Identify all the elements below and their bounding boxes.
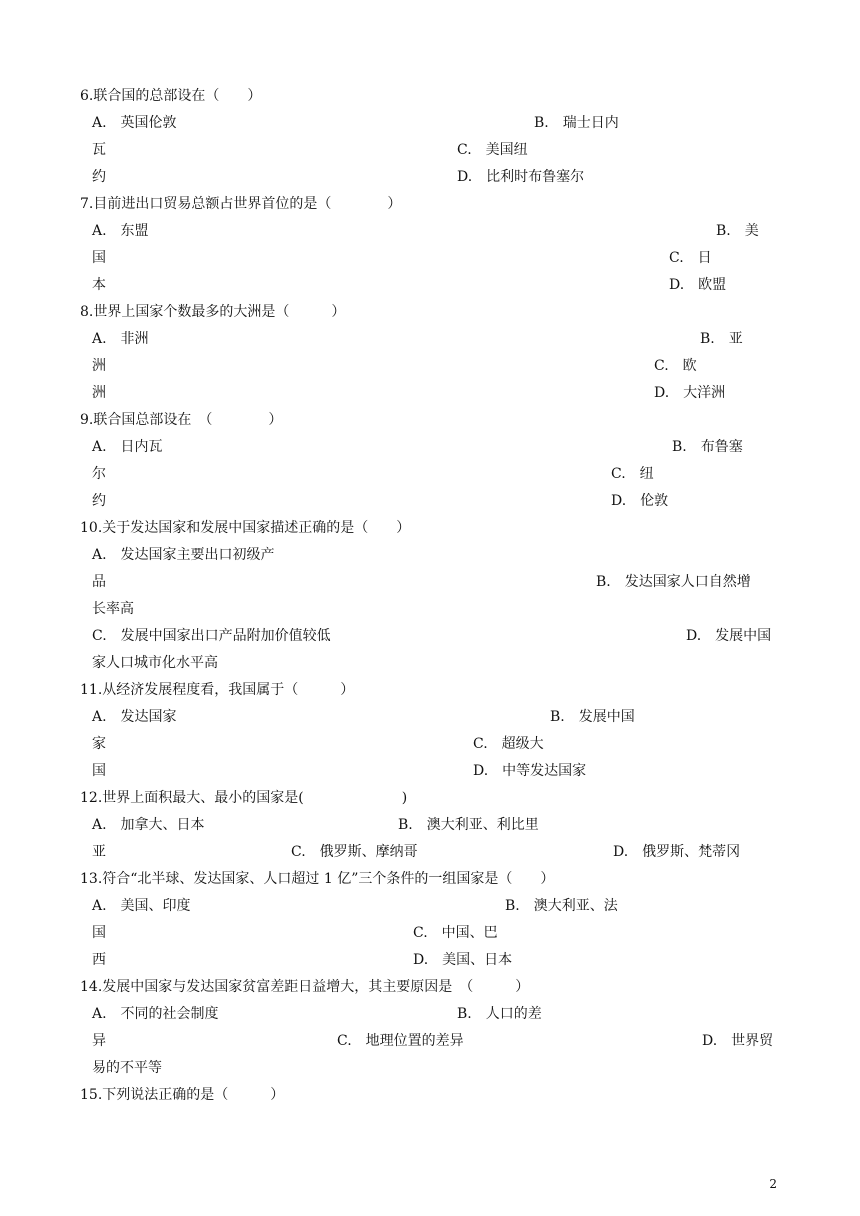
- question-12-stem: 12.世界上面积最大、最小的国家是( ): [80, 790, 408, 806]
- wrapped-text: 国: [92, 250, 106, 266]
- wrapped-text: 异: [92, 1033, 106, 1049]
- option-d: D. 大洋洲: [654, 385, 726, 401]
- wrapped-text: 长率高: [92, 601, 134, 617]
- option-a: A. 不同的社会制度: [92, 1006, 219, 1022]
- option-b: B. 发达国家人口自然增: [596, 574, 751, 590]
- question-8-stem: 8.世界上国家个数最多的大洲是（ ）: [80, 304, 346, 320]
- option-d: D. 世界贸: [702, 1033, 774, 1049]
- option-c: C. 超级大: [473, 736, 544, 752]
- option-d: D. 欧盟: [669, 277, 727, 293]
- option-a: A. 发达国家: [92, 709, 177, 725]
- option-c: C. 俄罗斯、摩纳哥: [291, 844, 418, 860]
- option-c: C. 欧: [654, 358, 697, 374]
- option-a: A. 英国伦敦: [92, 115, 177, 131]
- wrapped-text: 约: [92, 493, 106, 509]
- option-c: C. 美国纽: [457, 142, 528, 158]
- option-d: D. 发展中国: [686, 628, 772, 644]
- option-a: A. 东盟: [92, 223, 149, 239]
- option-a: A. 发达国家主要出口初级产: [92, 547, 275, 563]
- wrapped-text: 亚: [92, 844, 106, 860]
- question-6-stem: 6.联合国的总部设在（ ）: [80, 88, 262, 104]
- wrapped-text: 洲: [92, 385, 106, 401]
- question-10-stem: 10.关于发达国家和发展中国家描述正确的是（ ）: [80, 520, 411, 536]
- option-d: D. 俄罗斯、梵蒂冈: [613, 844, 741, 860]
- wrapped-text: 品: [92, 574, 106, 590]
- option-c: C. 地理位置的差异: [337, 1033, 464, 1049]
- option-b: B. 美: [716, 223, 759, 239]
- question-15-stem: 15.下列说法正确的是（ ）: [80, 1087, 285, 1103]
- wrapped-text: 瓦: [92, 142, 106, 158]
- option-a: A. 加拿大、日本: [92, 817, 205, 833]
- wrapped-text: 家人口城市化水平高: [92, 655, 218, 671]
- wrapped-text: 约: [92, 169, 106, 185]
- option-a: A. 非洲: [92, 331, 149, 347]
- wrapped-text: 尔: [92, 466, 106, 482]
- wrapped-text: 家: [92, 736, 106, 752]
- wrapped-text: 洲: [92, 358, 106, 374]
- wrapped-text: 本: [92, 277, 106, 293]
- option-b: B. 人口的差: [457, 1006, 542, 1022]
- option-d: D. 伦敦: [611, 493, 669, 509]
- option-d: D. 美国、日本: [413, 952, 513, 968]
- wrapped-text: 易的不平等: [92, 1060, 162, 1076]
- option-d: D. 中等发达国家: [473, 763, 587, 779]
- question-13-stem: 13.符合“北半球、发达国家、人口超过 1 亿”三个条件的一组国家是（ ）: [80, 871, 555, 887]
- option-c: C. 发展中国家出口产品附加价值较低: [92, 628, 331, 644]
- option-b: B. 澳大利亚、法: [505, 898, 618, 914]
- question-7-stem: 7.目前进出口贸易总额占世界首位的是（ ）: [80, 196, 402, 212]
- wrapped-text: 国: [92, 763, 106, 779]
- option-b: B. 澳大利亚、利比里: [398, 817, 539, 833]
- question-9-stem: 9.联合国总部设在 （ ）: [80, 412, 283, 428]
- wrapped-text: 西: [92, 952, 106, 968]
- option-b: B. 瑞士日内: [534, 115, 619, 131]
- option-c: C. 中国、巴: [413, 925, 498, 941]
- option-d: D. 比利时布鲁塞尔: [457, 169, 585, 185]
- option-c: C. 日: [669, 250, 712, 266]
- option-c: C. 纽: [611, 466, 654, 482]
- option-a: A. 美国、印度: [92, 898, 191, 914]
- option-b: B. 发展中国: [550, 709, 635, 725]
- option-a: A. 日内瓦: [92, 439, 163, 455]
- option-b: B. 亚: [700, 331, 743, 347]
- wrapped-text: 国: [92, 925, 106, 941]
- question-11-stem: 11.从经济发展程度看，我国属于（ ）: [80, 682, 355, 698]
- question-14-stem: 14.发展中国家与发达国家贫富差距日益增大，其主要原因是 （ ）: [80, 979, 530, 995]
- option-b: B. 布鲁塞: [672, 439, 743, 455]
- page-number: 2: [769, 1177, 777, 1191]
